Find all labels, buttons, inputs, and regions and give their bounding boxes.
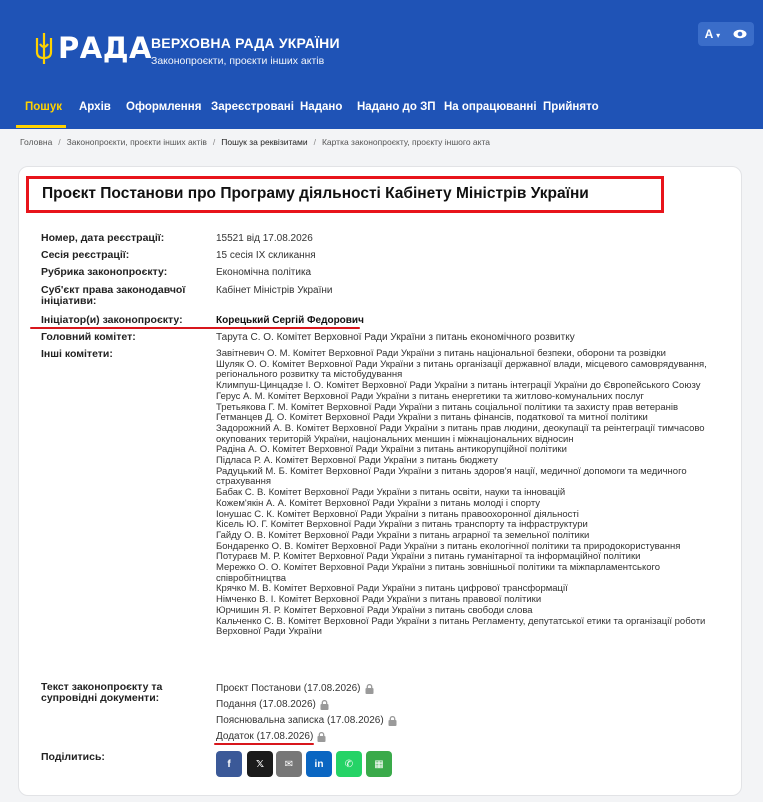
nav-item-search[interactable]: Пошук — [25, 101, 63, 113]
doc-link[interactable]: Пояснювальна записка (17.08.2026) — [216, 715, 384, 726]
committee-item: Мережко О. О. Комітет Верховної Ради України з питань зовнішньої політики та міжпарламентського співробітництва — [216, 562, 661, 584]
committee-item: Бондаренко О. В. Комітет Верховної Ради України з питань екологічної політики та природокористування — [216, 540, 681, 552]
committee-item: Кожем'якін А. А. Комітет Верховної Ради України з питань молоді і спорту — [216, 497, 541, 509]
subject-value: Кабінет Міністрів України — [216, 285, 333, 296]
nav-item-submitted[interactable]: Надано — [300, 101, 343, 113]
rubric-value: Економічна політика — [216, 267, 312, 278]
lock-icon — [320, 700, 329, 710]
lock-icon — [388, 716, 397, 726]
committee-item: Іонушас С. К. Комітет Верховної Ради України з питань правоохоронної діяльності — [216, 508, 579, 520]
breadcrumb-bills[interactable]: Законопроєкти, проєкти інших актів — [66, 137, 207, 147]
initiator-red-underline — [30, 327, 360, 329]
other-committees-label: Інші комітети: — [41, 348, 113, 360]
page-title: Проєкт Постанови про Програму діяльності Кабінету Міністрів України — [42, 185, 589, 202]
nav-item-submitted-zp[interactable]: Надано до ЗП — [357, 101, 436, 113]
doc-item[interactable] — [216, 715, 397, 726]
committee-item: Климпуш-Цинцадзе І. О. Комітет Верховної Ради України з питань інтеграції України до Європейського Союзу — [216, 380, 701, 392]
lock-icon — [317, 732, 326, 742]
session-value: 15 сесія IX скликання — [216, 250, 316, 261]
committee-item: Герус А. М. Комітет Верховної Ради України з питань енергетики та житлово-комунальних послуг — [216, 390, 645, 402]
reg-value: 15521 від 17.08.2026 — [216, 233, 313, 244]
site-subtitle: Законопроєкти, проєкти інших актів — [151, 55, 325, 67]
doc-item[interactable] — [216, 731, 326, 742]
share-label: Поділитись: — [41, 751, 105, 763]
doc-link[interactable]: Додаток (17.08.2026) — [216, 731, 314, 742]
committee-item: Юрчишин Я. Р. Комітет Верховної Ради України з питань свободи слова — [216, 604, 533, 616]
committee-item: Німченко В. І. Комітет Верховної Ради України з питань правової політики — [216, 594, 542, 606]
main-nav — [0, 85, 763, 129]
breadcrumb-current: Картка законопроєкту, проєкту іншого акта — [321, 137, 490, 147]
other-committees-list — [216, 349, 716, 638]
docs-label: Текст законопроєкту та супровідні документи: — [41, 681, 163, 704]
initiator-value[interactable]: Корецький Сергій Федорович — [216, 315, 364, 326]
qr-code-icon[interactable]: ▦ — [366, 751, 392, 777]
x-icon[interactable]: 𝕏 — [247, 751, 273, 777]
nav-item-in-review[interactable]: На опрацюванні — [444, 101, 537, 113]
initiator-label: Ініціатор(и) законопроєкту: — [41, 314, 183, 326]
site-header — [0, 0, 763, 85]
session-label: Сесія реєстрації: — [41, 249, 130, 261]
email-icon[interactable]: ✉ — [276, 751, 302, 777]
accessibility-tools — [698, 22, 754, 46]
logo-word: РАДА — [58, 31, 152, 65]
doc-link[interactable]: Проєкт Постанови (17.08.2026) — [216, 683, 361, 694]
nav-item-archive[interactable]: Архів — [79, 101, 111, 113]
eye-icon[interactable] — [733, 29, 747, 39]
committee-item: Підласа Р. А. Комітет Верховної Ради України з питань бюджету — [216, 455, 498, 467]
main-committee-label: Головний комітет: — [41, 331, 136, 343]
whatsapp-icon[interactable]: ✆ — [336, 751, 362, 777]
committee-item: Третьякова Г. М. Комітет Верховної Ради України з питань соціальної політики та захисту прав ветеранів — [216, 401, 679, 413]
committee-item: Крячко М. В. Комітет Верховної Ради України з питань цифрової трансформації — [216, 583, 568, 595]
committee-item: Бабак С. В. Комітет Верховної Ради України з питань освіти, науки та інновацій — [216, 487, 566, 499]
committee-item: Радуцький М. Б. Комітет Верховної Ради України з питань здоров'я нації, медичної допомоги та медичного страхування — [216, 465, 687, 488]
lock-icon — [365, 684, 374, 694]
rubric-label: Рубрика законопроєкту: — [41, 266, 168, 278]
trident-emblem-icon — [34, 32, 54, 65]
doc-link[interactable]: Подання (17.08.2026) — [216, 699, 316, 710]
site-logo[interactable] — [34, 32, 152, 65]
committee-item: Задорожний А. В. Комітет Верховної Ради України з питань прав людини, деокупації та реінтеграції тимчасово окупованих територій України, національних меншин і міжнаціональних відносин — [216, 422, 705, 445]
nav-active-indicator — [16, 125, 66, 128]
doc-red-underline — [214, 743, 314, 745]
subject-label: Суб'єкт права законодавчої ініціативи: — [41, 284, 186, 307]
committee-item: Радіна А. О. Комітет Верховної Ради України з питань антикорупційної політики — [216, 444, 567, 456]
site-title: ВЕРХОВНА РАДА УКРАЇНИ — [151, 35, 340, 51]
nav-item-registered[interactable]: Зареєстровані — [211, 101, 294, 113]
font-size-button[interactable]: A ▾ — [704, 27, 721, 41]
linkedin-icon[interactable]: in — [306, 751, 332, 777]
committee-item: Шуляк О. О. Комітет Верховної Ради України з питань організації державної влади, місцевого самоврядування, регіонального розвитку та містобудування — [216, 358, 707, 381]
committee-item: Гетманцев Д. О. Комітет Верховної Ради України з питань фінансів, податкової та митної політики — [216, 412, 648, 424]
breadcrumb-search[interactable]: Пошук за реквізитами — [221, 137, 308, 147]
committee-item: Завітневич О. М. Комітет Верховної Ради України з питань національної безпеки, оборони та розвідки — [216, 348, 666, 359]
facebook-icon[interactable]: f — [216, 751, 242, 777]
doc-item[interactable] — [216, 683, 374, 694]
committee-item: Кальченко С. В. Комітет Верховної Ради України з питань Регламенту, депутатської етики та організації роботи Верховної Ради України — [216, 615, 706, 638]
committee-item: Гайду О. В. Комітет Верховної Ради України з питань аграрної та земельної політики — [216, 529, 590, 541]
committee-item: Потураєв М. Р. Комітет Верховної Ради України з питань гуманітарної та інформаційної політики — [216, 551, 641, 563]
nav-item-adopted[interactable]: Прийнято — [543, 101, 599, 113]
nav-item-processing[interactable]: Оформлення — [126, 101, 202, 113]
breadcrumb-home[interactable]: Головна — [20, 137, 53, 147]
committee-item: Кісель Ю. Г. Комітет Верховної Ради України з питань транспорту та інфраструктури — [216, 519, 588, 531]
main-committee-value: Тарута С. О. Комітет Верховної Ради України з питань економічного розвитку — [216, 332, 575, 343]
reg-label: Номер, дата реєстрації: — [41, 232, 165, 244]
breadcrumb: Головна / Законопроєкти, проєкти інших актів / Пошук за реквізитами / Картка законопроєкту, проєкту іншого акта — [20, 137, 490, 147]
doc-item[interactable] — [216, 699, 329, 710]
